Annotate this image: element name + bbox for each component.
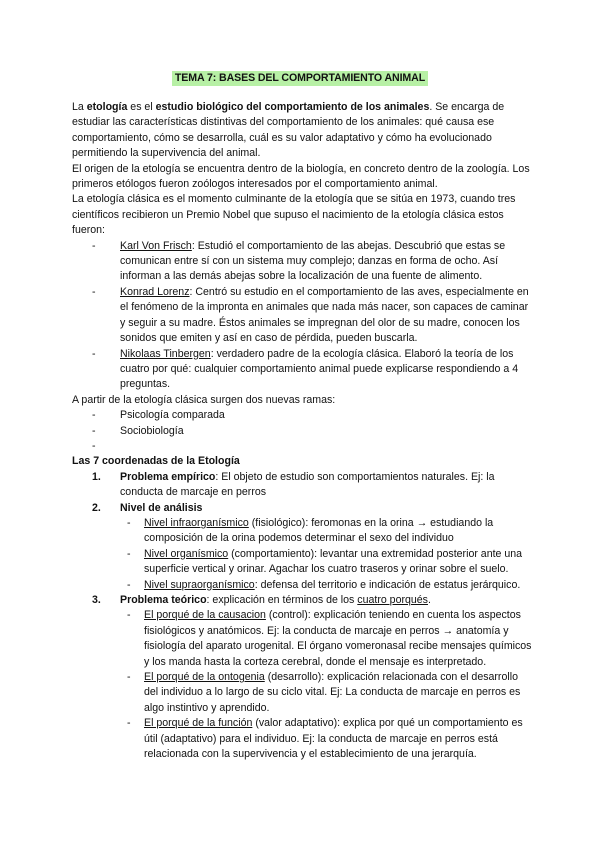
dash-bullet: - xyxy=(92,347,96,360)
dash-bullet: - xyxy=(127,516,131,529)
intro-paragraph-2: El origen de la etología se encuentra dentro de la biología, en concreto dentro de la zoología. Los primeros etólogos fueron zoólogos interesados por el comportamiento animal. xyxy=(72,162,530,191)
sub-item-text: (desarrollo): explicación relacionada con el desarrollo del individuo a lo largo de su ciclo vital. Ej: La conducta de marcaje en perros es algo instintivo y aprendido. xyxy=(144,671,521,714)
cuatro-porques-link: cuatro porqués xyxy=(357,593,428,606)
item-text-end: . xyxy=(427,593,431,606)
definition-bold: estudio biológico del comportamiento de los animales xyxy=(155,101,430,113)
sub-item-text: : defensa del territorio e indicación de estatus jerárquico. xyxy=(254,578,521,591)
item-number: 1. xyxy=(92,470,101,483)
scientist-name: Konrad Lorenz xyxy=(120,285,190,298)
title-wrap xyxy=(0,71,600,86)
term-etologia: etología xyxy=(86,101,128,113)
dash-bullet: - xyxy=(127,547,131,560)
scientist-text: : Estudió el comportamiento de las abejas. Descubrió que estas se comunican entre sí con un sistema muy complejo; danzas en forma de ocho. Así informan a las demás abejas sobre la localización de una fuente de alimento. xyxy=(120,239,506,283)
sub-item-name: Nivel supraorganísmico xyxy=(144,578,255,591)
dash-bullet: - xyxy=(127,671,131,684)
numbered-item-1 xyxy=(72,470,534,501)
sub-item-text: (control): explicación teniendo en cuenta los aspectos fisiológicos y anatómicos. Ej: la conducta de marcaje en perros → anatomía y fisiología del aparato urogenital. El órgano vomeronasal recibe mensajes químicos y los manda hasta la corteza cerebral, donde el mensaje es interpretado. xyxy=(144,609,532,668)
branch-label: Sociobiología xyxy=(120,424,184,437)
dash-bullet: - xyxy=(92,409,96,422)
sub-item-name: El porqué de la función xyxy=(144,717,253,730)
item-text: : explicación en términos de los xyxy=(206,593,358,606)
intro-text: La xyxy=(72,101,87,113)
branches-intro: A partir de la etología clásica surgen dos nuevas ramas: xyxy=(72,393,336,406)
sub-item xyxy=(72,608,534,670)
sub-item-text: (fisiológico): feromonas en la orina → estudiando la composición de la orina podemos determinar el sexo del individuo xyxy=(144,516,494,545)
list-item-branch xyxy=(72,424,534,439)
sub-item-name: El porqué de la causacion xyxy=(144,609,266,622)
sub-item xyxy=(72,670,534,716)
numbered-item-2 xyxy=(72,501,534,516)
list-item-scientist xyxy=(72,239,534,285)
list-item-scientist xyxy=(72,285,534,347)
dash-bullet: - xyxy=(127,609,131,622)
dash-bullet: - xyxy=(92,424,96,437)
dash-bullet: - xyxy=(127,717,131,730)
page-title: TEMA 7: BASES DEL COMPORTAMIENTO ANIMAL xyxy=(172,71,428,86)
dash-bullet: - xyxy=(92,239,96,252)
item-number: 2. xyxy=(92,501,101,514)
intro-paragraph-1 xyxy=(72,100,534,162)
sub-item-text: (valor adaptativo): explica por qué un comportamiento es útil (adaptativo) para el individuo. Ej: la conducta de marcaje en perros está relacionada con la supervivencia y el establecimiento de una jerarquía. xyxy=(144,717,523,761)
scientist-name: Nikolaas Tinbergen xyxy=(120,347,211,360)
list-item-scientist xyxy=(72,347,534,393)
intro-text: . Se encarga de estudiar las características distintivas del comportamiento de los animales: qué causa ese comportamiento, cómo se desarrolla, cuál es su valor adaptativo y cómo ha evolucionado permitiendo la supervivencia del animal. xyxy=(72,101,505,160)
item-title: Problema empírico xyxy=(120,470,216,483)
sub-item xyxy=(72,547,534,578)
list-item-branch xyxy=(72,408,534,423)
sub-item xyxy=(72,516,534,547)
sub-item xyxy=(72,716,534,762)
item-title: Problema teórico xyxy=(120,593,207,606)
scientist-text: : Centró su estudio en el comportamiento de las aves, especialmente en el fenómeno de la impronta en animales que nada más nacer, son capaces de caminar y seguir a su madre. Éstos animales se impregnan del olor de su madre, conocen los sonidos que emiten y así en caso de pérdida, pueden buscarla. xyxy=(120,285,529,345)
dash-bullet: - xyxy=(92,439,96,452)
list-item-branch xyxy=(72,439,534,454)
section-heading: Las 7 coordenadas de la Etología xyxy=(72,455,240,468)
item-title: Nivel de análisis xyxy=(120,501,203,514)
intro-paragraph-3: La etología clásica es el momento culminante de la etología que se sitúa en 1973, cuando tres científicos recibieron un Premio Nobel que supuso el nacimiento de la etología clásica estos fueron: xyxy=(72,193,516,237)
scientist-text: : verdadero padre de la ecología clásica. Elaboró la teoría de los cuatro por qué: cualquier comportamiento animal puede explicarse respondiendo a 4 preguntas. xyxy=(120,347,519,391)
branch-label: Psicología comparada xyxy=(120,409,225,422)
document-body xyxy=(72,100,534,762)
sub-item-text: (comportamiento): levantar una extremidad posterior ante una superficie vertical y orinar. Agachar los cuatro traseros y orinar sobre el suelo. xyxy=(144,547,523,576)
sub-item xyxy=(72,578,534,593)
sub-item-name: El porqué de la ontogenia xyxy=(144,671,265,684)
item-text: : El objeto de estudio son comportamientos naturales. Ej: la conducta de marcaje en perros xyxy=(120,470,495,499)
dash-bullet: - xyxy=(92,285,96,298)
item-number: 3. xyxy=(92,593,101,606)
sub-item-name: Nivel organísmico xyxy=(144,547,229,560)
dash-bullet: - xyxy=(127,578,131,591)
scientist-name: Karl Von Frisch xyxy=(120,239,192,252)
numbered-item-3 xyxy=(72,593,534,608)
sub-item-name: Nivel infraorganísmico xyxy=(144,516,249,529)
intro-text: es el xyxy=(127,101,156,113)
